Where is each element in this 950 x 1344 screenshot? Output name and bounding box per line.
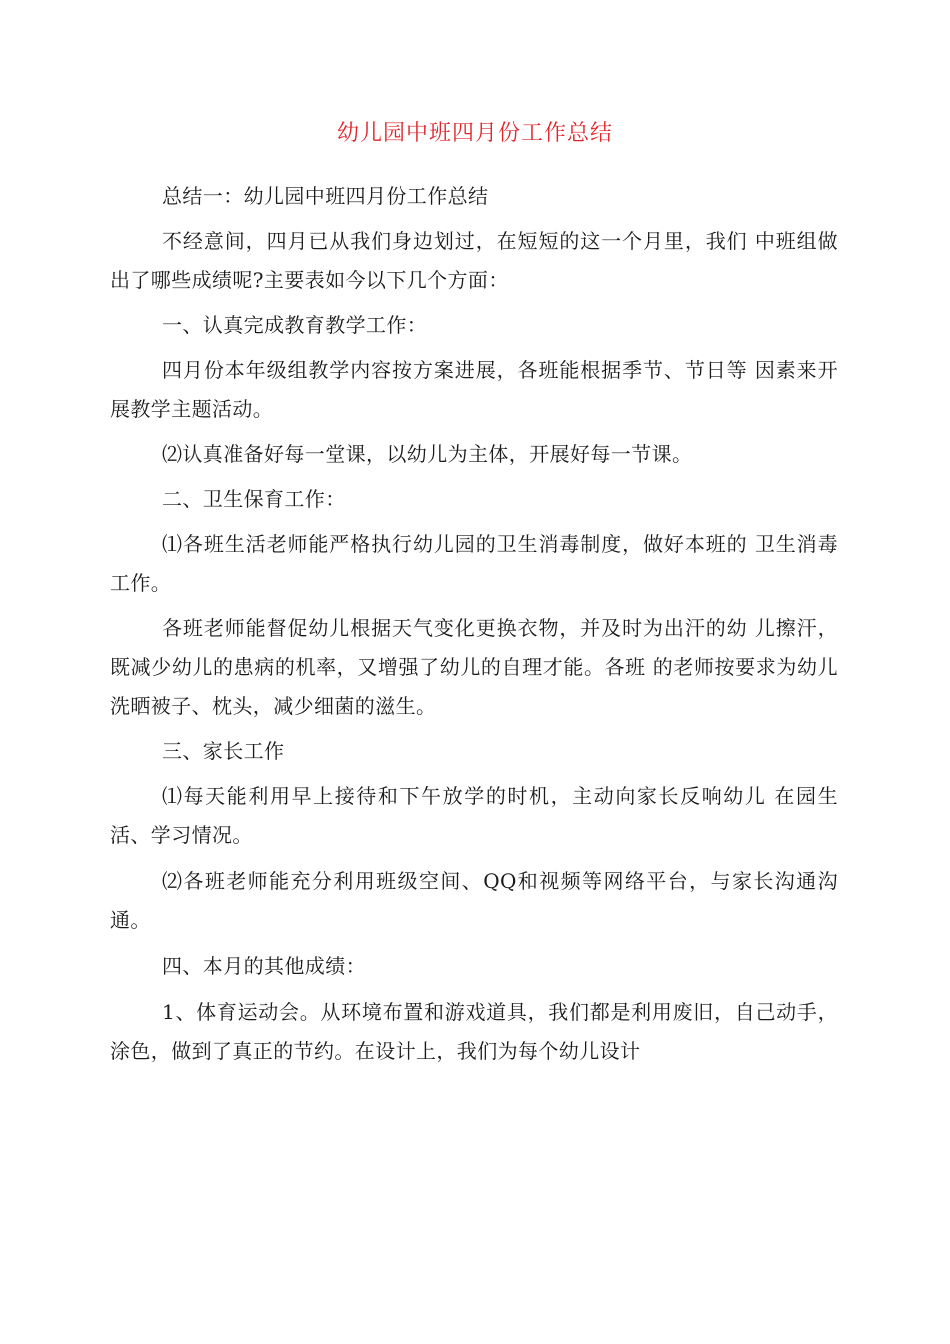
document-body xyxy=(110,177,838,1071)
paragraph-intro: 不经意间，四月已从我们身边划过，在短短的这一个月里，我们 中班组做出了哪些成绩呢?主要表如今以下几个方面： xyxy=(110,229,838,292)
paragraph-online-communication: ⑵各班老师能充分利用班级空间、QQ和视频等网络平台，与家长沟通沟通。 xyxy=(110,869,838,932)
paragraph-clothing-care: 各班老师能督促幼儿根据天气变化更换衣物，并及时为出汗的幼 儿擦汗，既减少幼儿的患病的机率，又增强了幼儿的自理才能。各班 的老师按要求为幼儿洗晒被子、枕头，减少细菌的滋生。 xyxy=(110,616,838,718)
paragraph-teaching-plan: 四月份本年级组教学内容按方案进展，各班能根据季节、节日等 因素来开展教学主题活动。 xyxy=(110,358,838,421)
paragraph-sports-meeting: 1、体育运动会。从环境布置和游戏道具，我们都是利用废旧，自己动手，涂色，做到了真正的节约。在设计上，我们为每个幼儿设计 xyxy=(110,1000,838,1063)
paragraph-prepare-lessons: ⑵认真准备好每一堂课，以幼儿为主体，开展好每一节课。 xyxy=(162,442,693,466)
document-title: 幼儿园中班四月份工作总结 xyxy=(336,121,613,146)
paragraph-section-4-heading: 四、本月的其他成绩： xyxy=(162,954,366,978)
paragraph-section-1-heading: 一、认真完成教育教学工作： xyxy=(162,313,428,337)
paragraph-parent-feedback: ⑴每天能利用早上接待和下午放学的时机，主动向家长反响幼儿 在园生活、学习情况。 xyxy=(110,784,838,847)
paragraph-section-3-heading: 三、家长工作 xyxy=(162,739,285,763)
paragraph-section-2-heading: 二、卫生保育工作： xyxy=(162,487,346,511)
paragraph-disinfection: ⑴各班生活老师能严格执行幼儿园的卫生消毒制度，做好本班的 卫生消毒工作。 xyxy=(110,532,838,595)
paragraph-summary-heading: 总结一：幼儿园中班四月份工作总结 xyxy=(162,184,489,208)
